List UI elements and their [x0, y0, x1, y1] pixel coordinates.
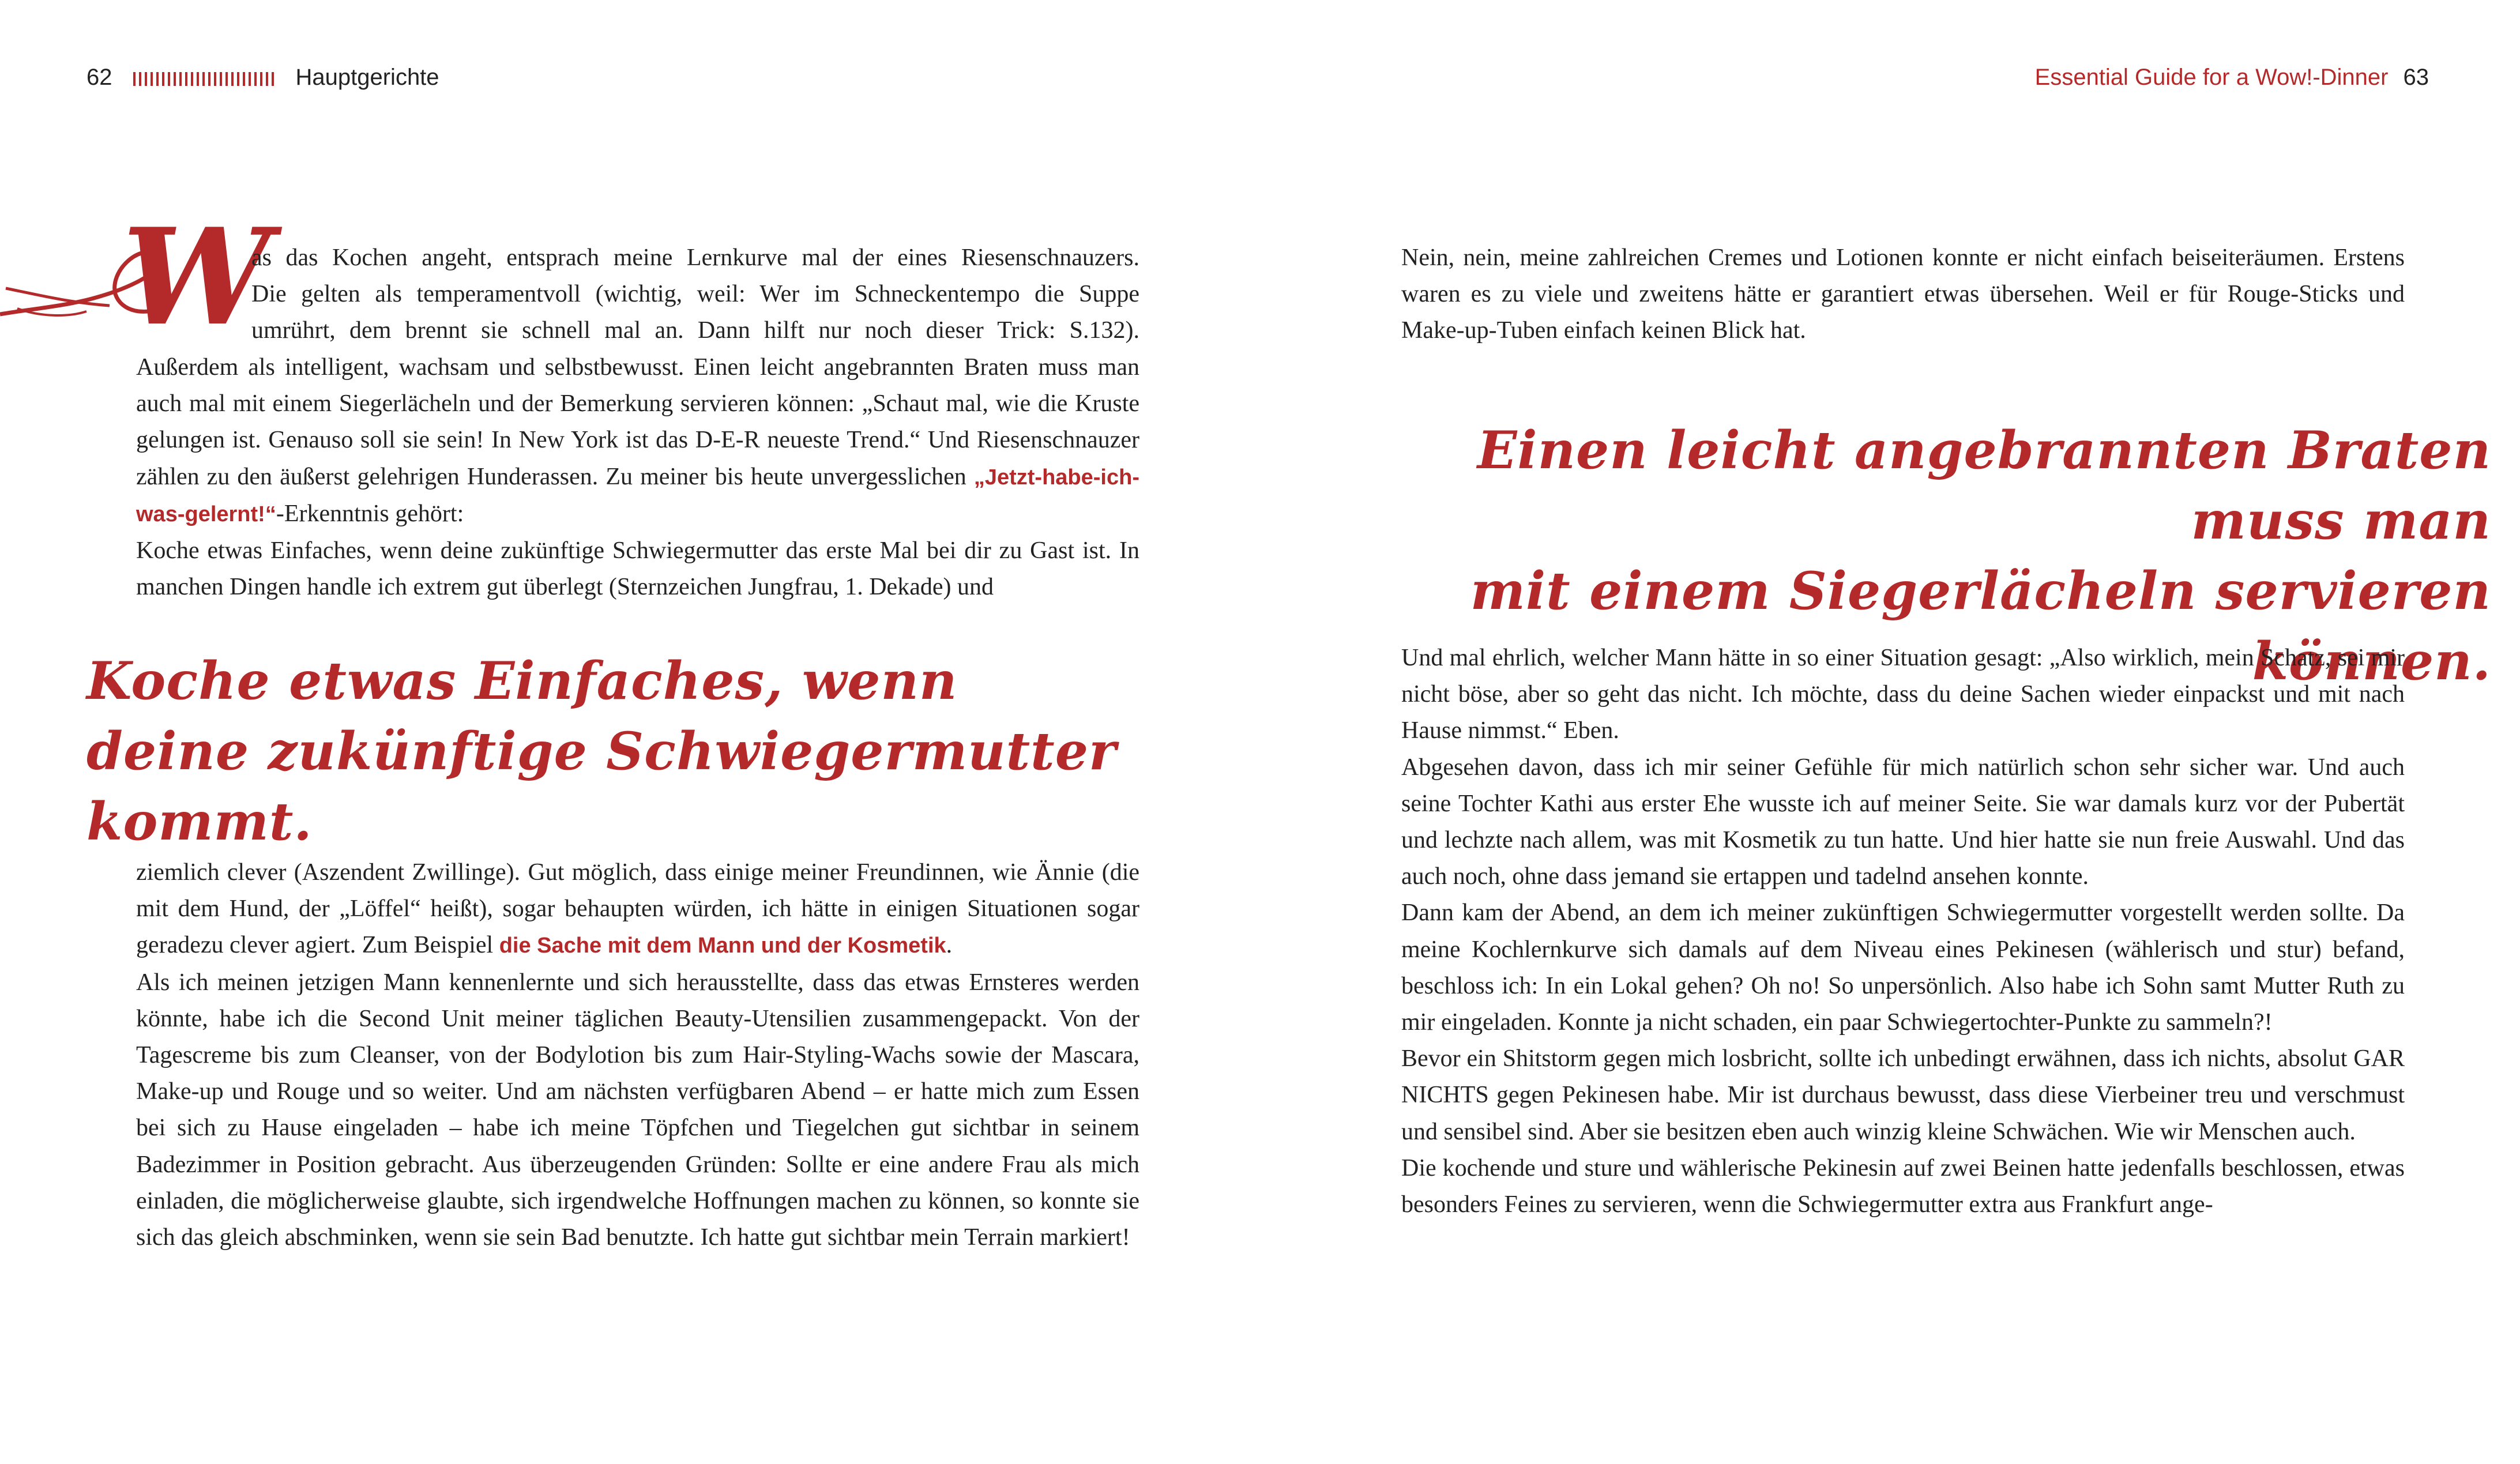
page-number-right: 63 [2403, 65, 2429, 90]
left-paragraphs-top [136, 349, 1139, 605]
paragraph: Die kochende und sture und wählerische Pekinesin auf zwei Beinen hatte jedenfalls beschlossen, etwas besonders Feines zu servieren, wenn die Schwiegermutter extra aus Frankfurt ange- [1401, 1154, 2405, 1218]
highlight-text: „Jetzt-habe-ich-was-gelernt!“ [136, 465, 1139, 526]
left-page-header [86, 65, 439, 91]
intro-line-3: umrührt, dem brennt sie schnell mal an. Dann hilft nur noch dieser Trick: S.132). [251, 317, 1139, 344]
right-paragraphs-bottom [1401, 640, 2405, 1223]
paragraph: Und mal ehrlich, welcher Mann hätte in so einer Situation gesagt: „Also wirklich, mein Schatz, sei mir nicht böse, aber so geht das nicht. Ich möchte, dass du deine Sachen wieder einpackst und mit nach Hause nimmst.“ Eben. [1401, 645, 2405, 744]
section-title-right: Essential Guide for a Wow!-Dinner [2034, 65, 2389, 90]
right-paragraph-top [1401, 240, 2405, 349]
intro-line-2: Die gelten als temperamentvoll (wichtig, weil: Wer im Schneckentempo die Suppe [251, 281, 1139, 308]
paragraph: Als ich meinen jetzigen Mann kennenlernte und sich herausstellte, dass das etwas Ernsteres werden könnte, habe ich die Second Unit meiner täglichen Beauty-Utensilien zusammengepackt. Von der Tagescreme bis zum Cleanser, von der Bodylotion bis zum Hair-Styling-Wachs sowie der Mascara, Make-up und Rouge und so weiter. Und am nächsten verfügbaren Abend – er hatte mich zum Essen bei sich zu Hause eingeladen – habe ich meine Töpfchen und Tiegelchen gut sichtbar in seinem Badezimmer in Position gebracht. Aus überzeugenden Gründen: Sollte er eine andere Frau als mich einladen, die möglicherweise glaubte, sich irgendwelche Hoffnungen machen zu können, so konnte sie sich das gleich abschminken, wenn sie sein Bad benutzte. Ich hatte gut sichtbar mein Terrain markiert! [136, 969, 1139, 1251]
paragraph: Nein, nein, meine zahlreichen Cremes und Lotionen konnte er nicht einfach beiseiteräumen. Erstens waren es zu viele und zweitens hätte er garantiert etwas übersehen. Weil er für Rouge-Sticks und Make-up-Tuben einfach keinen Blick hat. [1401, 244, 2405, 344]
pull-quote-line: mit einem Siegerlächeln servieren können. [1470, 560, 2491, 692]
highlight-text: die Sache mit dem Mann und der Kosmetik [499, 934, 946, 958]
paragraph: Abgesehen davon, dass ich mir seiner Gefühle für mich natürlich schon sehr sicher war. Und auch seine Tochter Kathi aus erster Ehe wusste ich auf meiner Seite. Sie war damals kurz vor der Pubertät und lechzte nach allem, was mit Kosmetik zu tun hatte. Und hier hatte sie nun freie Auswahl. Und das auch noch, ohne dass jemand sie ertappen und tadelnd ansehen konnte. [1401, 754, 2405, 890]
paragraph-text: . [946, 932, 953, 959]
section-title-left: Hauptgerichte [295, 65, 439, 90]
paragraph [136, 349, 1139, 533]
left-paragraphs-bottom [136, 855, 1139, 1256]
intro-lines [251, 240, 1139, 349]
paragraph-text: -Erkenntnis gehört: [276, 500, 464, 527]
right-page-header [2035, 65, 2429, 91]
page-number-left: 62 [86, 65, 112, 90]
decorative-ticks [133, 72, 277, 86]
paragraph-text: Außerdem als intelligent, wachsam und selbstbewusst. Einen leicht angebrannten Braten muss man auch mal mit einem Siegerlächeln und der Bemerkung servieren können: „Schaut mal, wie die Kruste gelungen ist. Genauso soll sie sein! In New York ist das D-E-R neueste Trend.“ Und Riesenschnauzer zählen zu den äußerst gelehrigen Hunderassen. Zu meiner bis heute unvergesslichen [136, 354, 1139, 490]
pull-quote-line: Einen leicht angebrannten Braten muss man [1477, 420, 2491, 551]
paragraph: Dann kam der Abend, an dem ich meiner zukünftigen Schwiegermutter vorgestellt werden sollte. Da meine Kochlernkurve sich damals auf dem Niveau eines Pekinesen (wählerisch und stur) befand, beschloss ich: In ein Lokal gehen? Oh no! So unpersönlich. Also habe ich Sohn samt Mutter Ruth zu mir eingeladen. Konnte ja nicht schaden, ein paar Schwiegertochter-Punkte zu sammeln?! [1401, 900, 2405, 1036]
pull-quote-left [86, 646, 1182, 857]
pull-quote-line: Koche etwas Einfaches, wenn [86, 650, 958, 712]
intro-line-1: as das Kochen angeht, entsprach meine Lernkurve mal der eines Riesenschnauzers. [251, 244, 1139, 271]
paragraph: Koche etwas Einfaches, wenn deine zukünftige Schwiegermutter das erste Mal bei dir zu Gast ist. In manchen Dingen handle ich extrem gut überlegt (Sternzeichen Jungfrau, 1. Dekade) und [136, 537, 1139, 601]
pull-quote-line: deine zukünftige Schwiegermutter kommt. [86, 721, 1117, 852]
paragraph [136, 855, 1139, 965]
drop-cap-letter: W [122, 200, 272, 355]
paragraph: Bevor ein Shitstorm gegen mich losbricht, sollte ich unbedingt erwähnen, dass ich nichts, absolut GAR NICHTS gegen Pekinesen habe. Mir ist durchaus bewusst, dass diese Vierbeiner treu und verschmust und sensibel sind. Aber sie besitzen eben auch winzig kleine Schwächen. Wie wir Menschen auch. [1401, 1045, 2405, 1145]
paragraph-text: ziemlich clever (Aszendent Zwillinge). Gut möglich, dass einige meiner Freundinnen, wie Ännie (die mit dem Hund, der „Löffel“ heißt), sogar behaupten würden, ich hätte in einigen Situationen sogar geradezu clever agiert. Zum Beispiel [136, 859, 1139, 959]
